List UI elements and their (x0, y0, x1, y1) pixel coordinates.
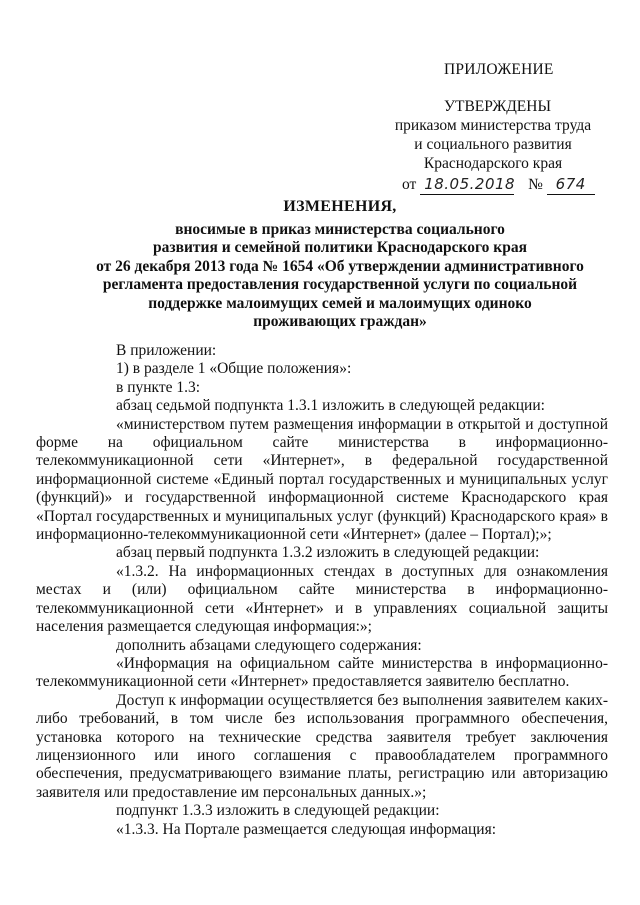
date-prefix: от (402, 176, 417, 193)
approval-line: Краснодарского края (423, 155, 563, 172)
body-paragraph: в пункте 1.3: (116, 378, 201, 396)
document-body (36, 342, 608, 839)
handwritten-number: 674 (547, 175, 595, 195)
body-paragraph: Доступ к информации осуществляется без выполнения заявителем каких-либо требований, в том числе без использования программного обеспечения, установка которого на технические средства заявителя требует заключения лицензионного или иного соглашения с правообладателем программного обеспечения, предусматривающего взимание платы, регистрацию или авторизацию заявителя или предоставление им персональных данных.»; (36, 691, 608, 801)
title-line: поддержке малоимущих семей и малоимущих одиноко (148, 294, 532, 312)
title-line: регламента предоставления государственной услуги по социальной (102, 276, 578, 293)
appendix-label: ПРИЛОЖЕНИЕ (444, 61, 554, 78)
body-paragraph: «министерством путем размещения информации в открытой и доступной форме на официальном сайте министерства в информационно-телекоммуникационной сети «Интернет», в федеральной государственной информационной системе «Единый портал государственных и муниципальных услуг (функций)» и государственной информационной системе Краснодарского края «Портал государственных и муниципальных услуг (функций) Краснодарского края» в информационно-телекоммуникационной сети «Интернет» (далее – Портал);»; (36, 415, 608, 544)
body-paragraph: подпункт 1.3.3 изложить в следующей редакции: (116, 802, 440, 820)
body-paragraph: «1.3.3. На Портале размещается следующая информация: (116, 820, 496, 838)
body-paragraph: «Информация на официальном сайте министерства в информационно-телекоммуникационной сети «Интернет» предоставляется заявителю бесплатно. (36, 654, 608, 691)
number-prefix: № (528, 176, 543, 193)
handwritten-date: 18.05.2018 (420, 175, 514, 195)
title-heading: ИЗМЕНЕНИЯ, (283, 198, 397, 215)
body-paragraph: дополнить абзацами следующего содержания: (116, 636, 422, 654)
title-line: от 26 декабря 2013 года № 1654 «Об утверждении административного (96, 257, 584, 275)
body-paragraph: абзац первый подпункта 1.3.2 изложить в следующей редакции: (116, 544, 540, 562)
title-line: проживающих граждан» (253, 313, 427, 330)
body-paragraph: 1) в разделе 1 «Общие положения»: (116, 360, 352, 378)
body-paragraph: «1.3.2. На информационных стендах в доступных для ознакомления местах и (или) официальном сайте министерства в информационно-телекоммуникационной сети «Интернет» и в управлениях социальной защиты населения размещается следующая информация:»; (36, 562, 608, 636)
approval-line: и социального развития (414, 136, 572, 153)
approval-line: приказом министерства труда (394, 117, 592, 134)
order-date-line (388, 175, 598, 195)
approved-label: УТВЕРЖДЕНЫ (444, 98, 551, 115)
approval-stamp (388, 60, 598, 195)
title-line: вносимые в приказ министерства социального (175, 220, 505, 238)
body-paragraph: В приложении: (116, 342, 217, 359)
title-line: развития и семейной политики Краснодарского края (153, 239, 527, 256)
document-title (70, 198, 610, 332)
body-paragraph: абзац седьмой подпункта 1.3.1 изложить в следующей редакции: (116, 397, 545, 415)
